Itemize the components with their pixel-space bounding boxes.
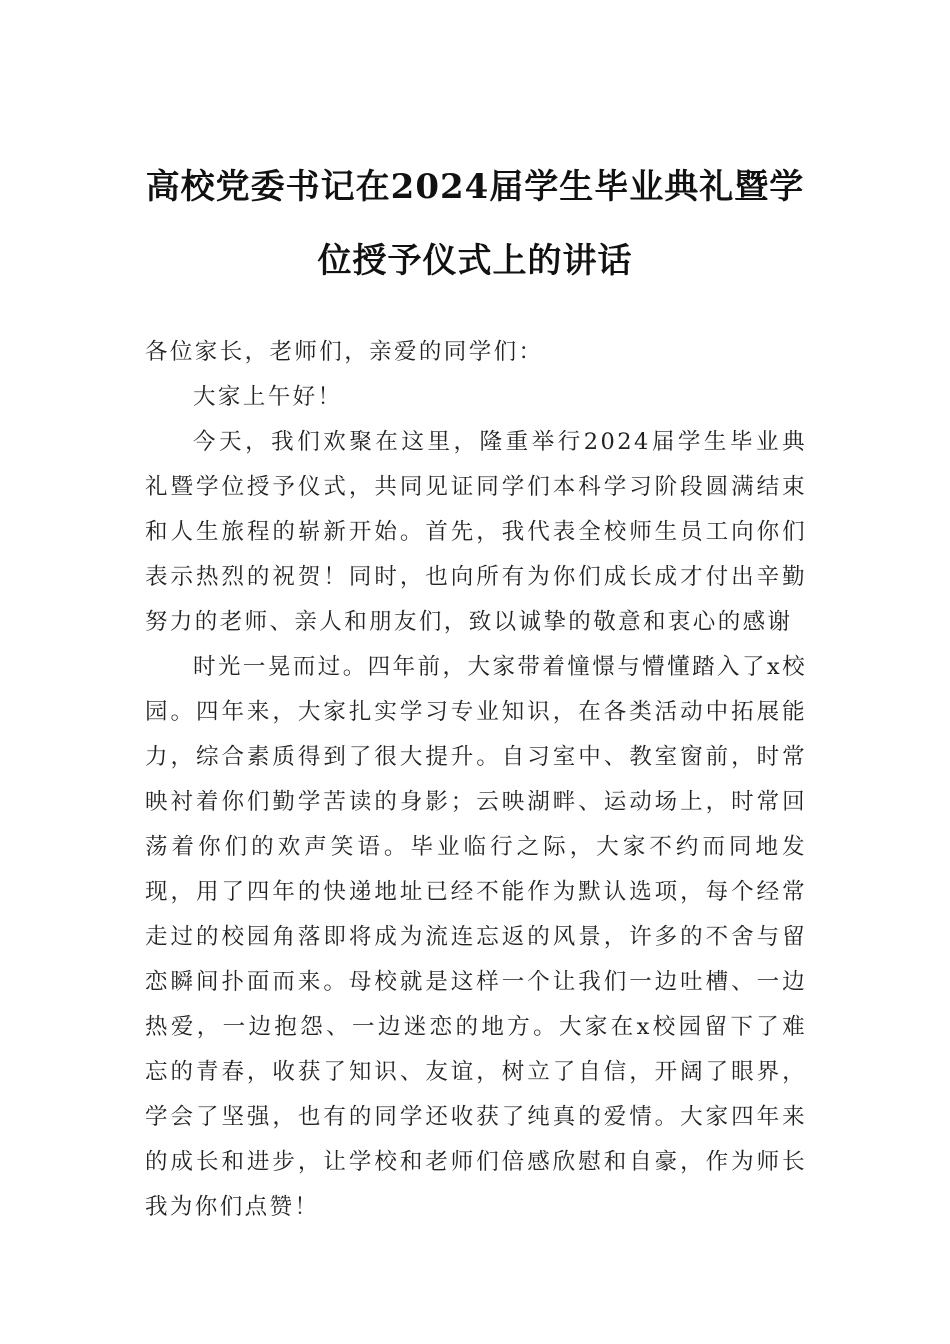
paragraph-opening: 今天，我们欢聚在这里，隆重举行2024届学生毕业典礼暨学位授予仪式，共同见证同学们本科学习阶段圆满结束和人生旅程的崭新开始。首先，我代表全校师生员工向你们表示热烈的祝贺！同时，也向所有为你们成长成才付出辛勤努力的老师、亲人和朋友们，致以诚挚的敬意和衷心的感谢 bbox=[145, 429, 807, 635]
document-title: 高校党委书记在2024届学生毕业典礼暨学位授予仪式上的讲话 bbox=[145, 167, 805, 281]
salutation: 各位家长，老师们，亲爱的同学们： bbox=[145, 339, 544, 365]
paragraph-memories: 时光一晃而过。四年前，大家带着憧憬与懵懂踏入了x校园。四年来，大家扎实学习专业知识，在各类活动中拓展能力，综合素质得到了很大提升。自习室中、教室窗前，时常映衬着你们勤学苦读的身影；云映湖畔、运动场上，时常回荡着你们的欢声笑语。毕业临行之际，大家不约而同地发现，用了四年的快递地址已经不能作为默认选项，每个经常走过的校园角落即将成为流连忘返的风景，许多的不舍与留恋瞬间扑面而来。母校就是这样一个让我们一边吐槽、一边热爱，一边抱怨、一边迷恋的地方。大家在x校园留下了难忘的青春，收获了知识、友谊，树立了自信，开阔了眼界，学会了坚强，也有的同学还收获了纯真的爱情。大家四年来的成长和进步，让学校和老师们倍感欣慰和自豪，作为师长我为你们点赞！ bbox=[145, 654, 807, 1220]
document-body bbox=[145, 330, 807, 1230]
greeting: 大家上午好！ bbox=[193, 384, 343, 410]
